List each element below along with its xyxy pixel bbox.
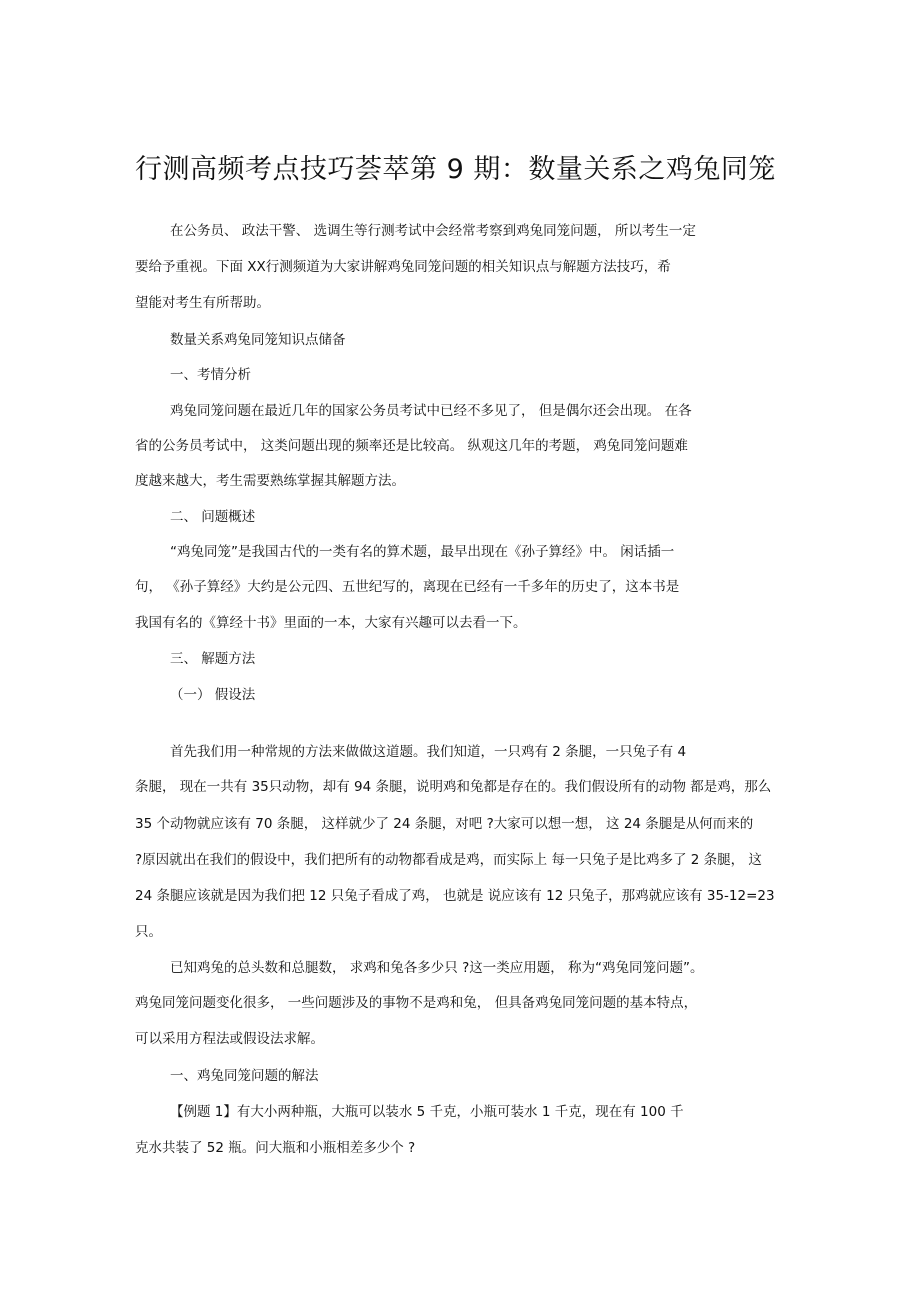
paragraph-line: 【例题 1】有大小两种瓶，大瓶可以装水 5 千克，小瓶可装水 1 千克，现在有 100 千 <box>170 1104 684 1120</box>
paragraph-line: 要给予重视。下面 XX行测频道为大家讲解鸡兔同笼问题的相关知识点与解题方法技巧，希 <box>135 259 671 275</box>
paragraph-line: 句， 《孙子算经》大约是公元四、五世纪写的，离现在已经有一千多年的历史了，这本书是 <box>135 579 680 595</box>
section-heading: 一、考情分析 <box>170 367 251 383</box>
paragraph-line: “鸡兔同笼”是我国古代的一类有名的算术题，最早出现在《孙子算经》中。 闲话插一 <box>170 544 675 560</box>
section-heading: 三、 解题方法 <box>170 651 256 667</box>
page-title: 行测高频考点技巧荟萃第 9 期：数量关系之鸡兔同笼 <box>135 154 776 185</box>
paragraph-line: 可以采用方程法或假设法求解。 <box>135 1031 324 1047</box>
paragraph-line: 条腿， 现在一共有 35只动物，却有 94 条腿，说明鸡和兔都是存在的。我们假设所有的动物 都是鸡，那么 <box>135 779 772 795</box>
paragraph-line: 35 个动物就应该有 70 条腿， 这样就少了 24 条腿，对吧 ?大家可以想一想， 这 24 条腿是从何而来的 <box>135 816 754 832</box>
paragraph-line: 首先我们用一种常规的方法来做做这道题。我们知道，一只鸡有 2 条腿，一只兔子有 4 <box>170 744 687 760</box>
section-heading: 数量关系鸡兔同笼知识点储备 <box>170 332 346 348</box>
section-heading: 一、鸡兔同笼问题的解法 <box>170 1068 319 1084</box>
paragraph-line: 省的公务员考试中， 这类问题出现的频率还是比较高。 纵观这几年的考题， 鸡兔同笼问题难 <box>135 438 688 454</box>
paragraph-line: 在公务员、 政法干警、 选调生等行测考试中会经常考察到鸡兔同笼问题， 所以考生一定 <box>170 223 696 239</box>
paragraph-line: 只。 <box>135 924 162 940</box>
section-heading: （一） 假设法 <box>170 687 256 703</box>
paragraph-line: 望能对考生有所帮助。 <box>135 295 270 311</box>
paragraph-line: 鸡兔同笼问题在最近几年的国家公务员考试中已经不多见了， 但是偶尔还会出现。 在各 <box>170 403 692 419</box>
paragraph-line: 度越来越大，考生需要熟练掌握其解题方法。 <box>135 473 405 489</box>
paragraph-line: 克水共装了 52 瓶。问大瓶和小瓶相差多少个 ? <box>135 1140 416 1156</box>
paragraph-line: 已知鸡兔的总头数和总腿数， 求鸡和兔各多少只 ?这一类应用题， 称为“鸡兔同笼问题”。 <box>170 960 704 976</box>
section-heading: 二、 问题概述 <box>170 509 256 525</box>
paragraph-line: 鸡兔同笼问题变化很多， 一些问题涉及的事物不是鸡和兔， 但具备鸡兔同笼问题的基本特点， <box>135 995 698 1011</box>
paragraph-line: 我国有名的《算经十书》里面的一本，大家有兴趣可以去看一下。 <box>135 615 527 631</box>
paragraph-line: 24 条腿应该就是因为我们把 12 只兔子看成了鸡， 也就是 说应该有 12 只兔子，那鸡就应该有 35-12=23 <box>135 888 775 904</box>
paragraph-line: ?原因就出在我们的假设中，我们把所有的动物都看成是鸡，而实际上 每一只兔子是比鸡多了 2 条腿， 这 <box>135 852 762 868</box>
